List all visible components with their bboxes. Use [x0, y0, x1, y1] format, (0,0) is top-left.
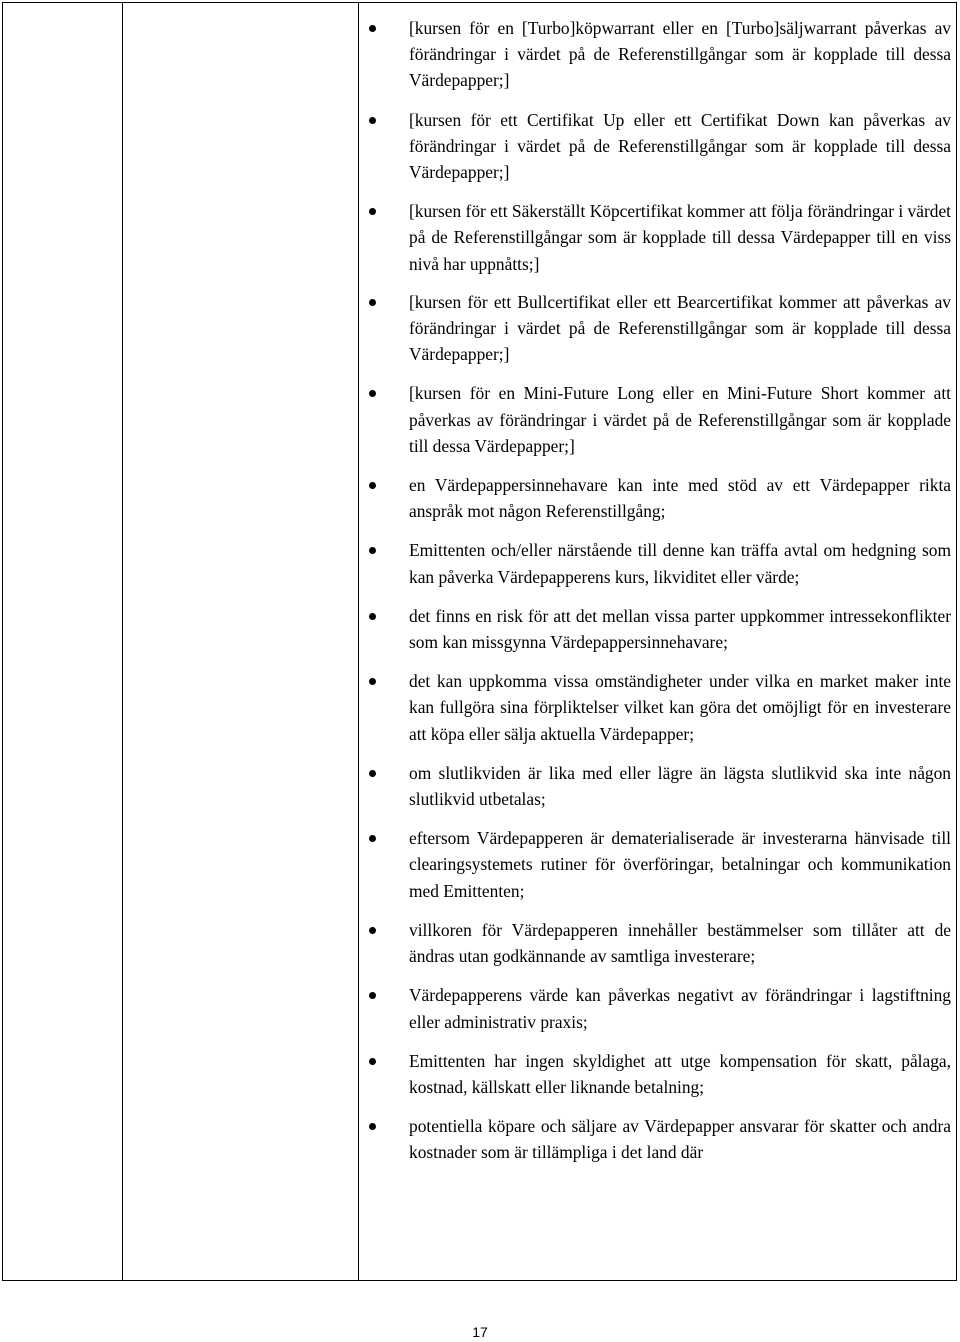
bullet-icon: [369, 1123, 376, 1130]
list-item: [359, 917, 951, 969]
bullet-icon: [369, 547, 376, 554]
list-item: [359, 472, 951, 524]
list-item: [359, 107, 951, 186]
bullet-icon: [369, 299, 376, 306]
list-item-text: det kan uppkomma vissa omständigheter under vilka en market maker inte kan fullgöra sina förpliktelser vilket kan göra det omöjligt för en investerare att köpa eller sälja aktuella Värdepapper;: [409, 671, 951, 744]
list-item-text: [kursen för ett Bullcertifikat eller ett Bearcertifikat kommer att påverkas av förändringar i värdet på de Referenstillgångar som är kopplade till dessa Värdepapper;]: [409, 291, 951, 365]
list-item: [359, 289, 951, 368]
list-item: [359, 982, 951, 1034]
list-item-text: om slutlikviden är lika med eller lägre än lägsta slutlikvid ska inte någon slutlikvid utbetalas;: [409, 762, 951, 810]
list-item: [359, 198, 951, 277]
bullet-icon: [369, 613, 376, 620]
table-column-content: [359, 3, 956, 1280]
bullet-icon: [369, 678, 376, 685]
list-item: [359, 1048, 951, 1100]
list-item-text: det finns en risk för att det mellan vissa parter uppkommer intressekonflikter som kan missgynna Värdepappersinnehavare;: [409, 605, 951, 653]
list-item-text: Emittenten har ingen skyldighet att utge kompensation för skatt, pålaga, kostnad, källskatt eller liknande betalning;: [409, 1050, 951, 1097]
list-item-text: potentiella köpare och säljare av Värdepapper ansvarar för skatter och andra kostnader som är tillämpliga i det land där: [409, 1116, 951, 1163]
list-item: [359, 15, 951, 94]
list-item: [359, 380, 951, 459]
bullet-icon: [369, 992, 376, 999]
list-item: [359, 825, 951, 904]
list-item-text: [kursen för ett Säkerställt Köpcertifikat kommer att följa förändringar i värdet på de Referenstillgångar som är kopplade till dessa Värdepapper till en viss nivå har uppnåtts;]: [409, 201, 951, 274]
list-item: [359, 760, 951, 812]
table-column-section: [3, 3, 123, 1280]
list-item-text: [kursen för en Mini-Future Long eller en Mini-Future Short kommer att påverkas av förändringar i värdet på de Referenstillgångar som är kopplade till dessa Värdepapper;]: [409, 383, 951, 456]
bullet-icon: [369, 770, 376, 777]
bullet-icon: [369, 927, 376, 934]
list-item: [359, 1113, 951, 1165]
page-number: 17: [472, 1324, 488, 1340]
list-item: [359, 668, 951, 747]
list-item-text: Emittenten och/eller närstående till denne kan träffa avtal om hedgning som kan påverka Värdepapperens kurs, likviditet eller värde;: [409, 540, 951, 587]
list-item-text: en Värdepappersinnehavare kan inte med stöd av ett Värdepapper rikta anspråk mot någon Referenstillgång;: [409, 475, 951, 522]
list-item-text: villkoren för Värdepapperen innehåller bestämmelser som tillåter att de ändras utan godkännande av samtliga investerare;: [409, 919, 951, 967]
bullet-icon: [369, 482, 376, 489]
list-item-text: eftersom Värdepapperen är dematerialiserade är investerarna hänvisade till clearingsystemets rutiner för överföringar, betalningar och kommunikation med Emittenten;: [409, 828, 951, 901]
bullet-icon: [369, 25, 376, 32]
list-item: [359, 603, 951, 655]
bullet-icon: [369, 1058, 376, 1065]
list-item-text: [kursen för en [Turbo]köpwarrant eller en [Turbo]säljwarrant påverkas av förändringar i värdet på de Referenstillgångar som är kopplade till dessa Värdepapper;]: [409, 18, 951, 91]
table-frame: [2, 2, 957, 1281]
list-item: [359, 537, 951, 589]
bullet-icon: [369, 390, 376, 397]
bullet-icon: [369, 835, 376, 842]
table-column-heading: [123, 3, 359, 1280]
bullet-icon: [369, 117, 376, 124]
list-item-text: Värdepapperens värde kan påverkas negativt av förändringar i lagstiftning eller administrativ praxis;: [409, 985, 951, 1032]
bullet-icon: [369, 208, 376, 215]
list-item-text: [kursen för ett Certifikat Up eller ett Certifikat Down kan påverkas av förändringar i värdet på de Referenstillgångar som är kopplade till dessa Värdepapper;]: [409, 109, 951, 183]
risk-bullet-list: [359, 15, 951, 1166]
